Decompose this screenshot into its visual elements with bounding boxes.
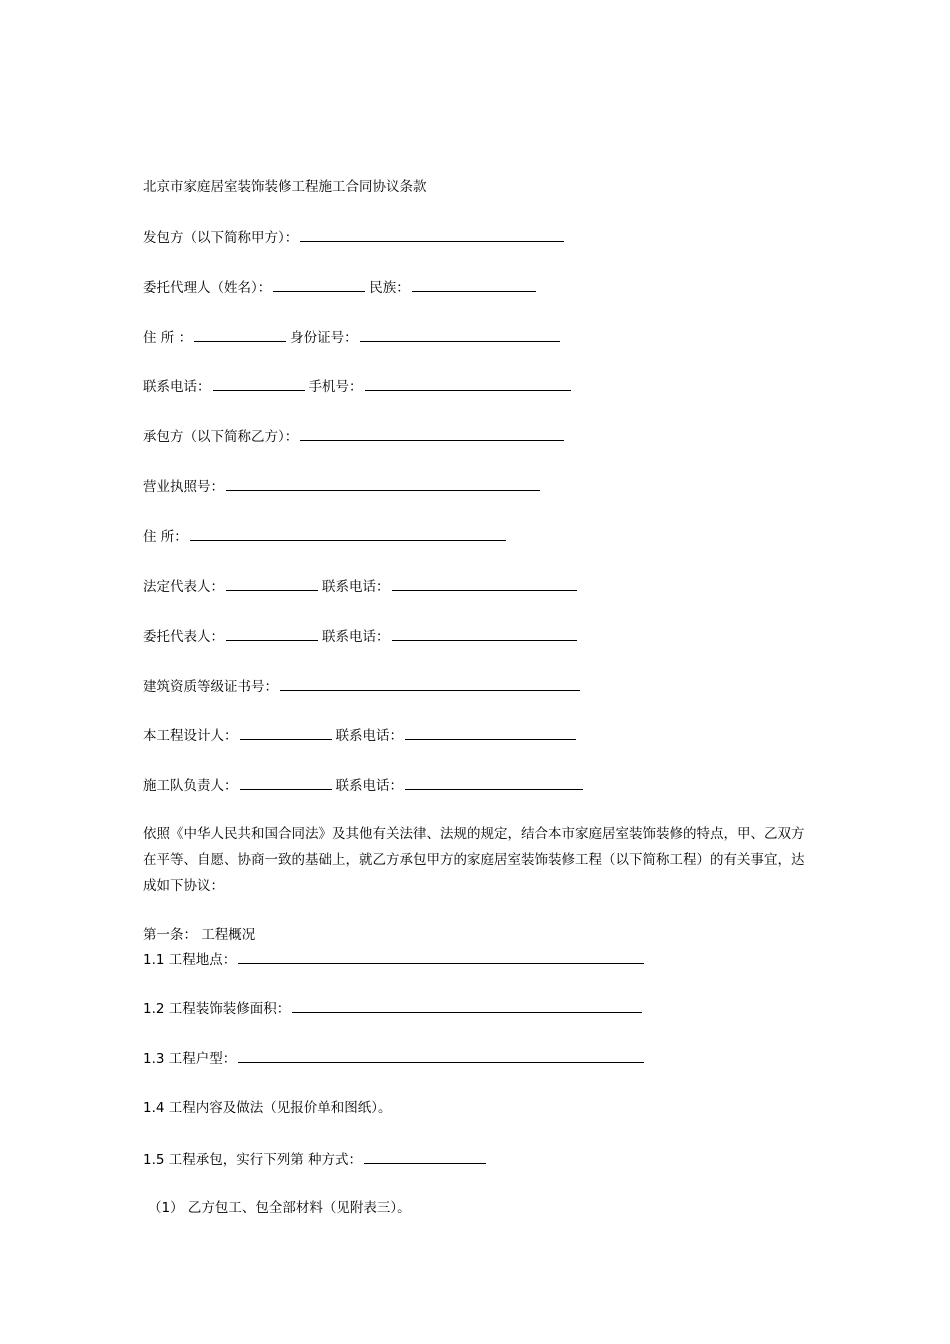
party-a-blank[interactable]: [300, 228, 564, 242]
party-b-label: 承包方（以下简称乙方）：: [143, 429, 299, 445]
article-1-heading: 第一条： 工程概况: [143, 927, 256, 943]
agent-name-blank[interactable]: [273, 278, 365, 292]
item-1-2-line: [143, 999, 646, 1018]
crew-leader-line: [143, 776, 587, 795]
address-id-line: [143, 328, 564, 347]
item-1-3-label: 1.3 工程户型：: [143, 1051, 237, 1067]
qualification-label: 建筑资质等级证书号：: [143, 679, 278, 695]
designer-label: 本工程设计人：: [143, 728, 238, 744]
party-a-line: [143, 228, 568, 247]
item-1-5-blank[interactable]: [364, 1150, 486, 1164]
business-license-label: 营业执照号：: [143, 479, 224, 495]
qualification-blank[interactable]: [280, 677, 580, 691]
mobile-label: 手机号：: [308, 379, 363, 395]
item-1-2-label: 1.2 工程装饰装修面积：: [143, 1001, 291, 1017]
legal-rep-phone-label: 联系电话：: [322, 579, 390, 595]
business-license-blank[interactable]: [226, 477, 540, 491]
item-1-1-line: [143, 950, 648, 969]
party-b-address-line: [143, 527, 510, 546]
item-1-5-label: 1.5 工程承包，实行下列第 种方式：: [143, 1152, 363, 1168]
legal-rep-blank[interactable]: [226, 577, 318, 591]
designer-phone-label: 联系电话：: [335, 728, 403, 744]
party-b-address-blank[interactable]: [190, 527, 506, 541]
party-b-blank[interactable]: [300, 427, 564, 441]
address-blank[interactable]: [194, 328, 286, 342]
option-1-text: （1） 乙方包工、包全部材料（见附表三）。: [148, 1200, 411, 1216]
id-number-label: 身份证号：: [290, 330, 358, 346]
legal-rep-phone-blank[interactable]: [392, 577, 577, 591]
party-b-line: [143, 427, 568, 446]
ethnicity-blank[interactable]: [412, 278, 536, 292]
item-1-4-text: 1.4 工程内容及做法（见报价单和图纸）。: [143, 1100, 392, 1116]
authorized-rep-blank[interactable]: [226, 627, 318, 641]
designer-blank[interactable]: [240, 726, 332, 740]
crew-leader-label: 施工队负责人：: [143, 778, 238, 794]
crew-leader-phone-blank[interactable]: [405, 776, 583, 790]
qualification-line: [143, 677, 584, 696]
phone-line: [143, 377, 575, 396]
item-1-5-line: [143, 1150, 490, 1169]
designer-line: [143, 726, 580, 745]
party-b-address-label: 住 所：: [143, 529, 188, 545]
id-number-blank[interactable]: [360, 328, 560, 342]
agent-name-label: 委托代理人（姓名）：: [143, 280, 272, 296]
document-title: 北京市家庭居室装饰装修工程施工合同协议条款: [143, 179, 427, 195]
item-1-1-label: 1.1 工程地点：: [143, 952, 237, 968]
legal-rep-label: 法定代表人：: [143, 579, 224, 595]
item-1-2-blank[interactable]: [292, 999, 642, 1013]
phone-label: 联系电话：: [143, 379, 211, 395]
item-1-3-blank[interactable]: [238, 1049, 644, 1063]
designer-phone-blank[interactable]: [405, 726, 576, 740]
party-a-label: 发包方（以下简称甲方）：: [143, 230, 299, 246]
intro-paragraph: 依照《中华人民共和国合同法》及其他有关法律、法规的规定，结合本市家庭居室装饰装修的特点，甲、乙双方在平等、自愿、协商一致的基础上，就乙方承包甲方的家庭居室装饰装修工程（以下简称工程）的有关事宜，达成如下协议：: [143, 826, 805, 894]
crew-leader-phone-label: 联系电话：: [335, 778, 403, 794]
address-label: 住 所 ：: [143, 330, 193, 346]
item-1-1-blank[interactable]: [238, 950, 644, 964]
crew-leader-blank[interactable]: [240, 776, 332, 790]
business-license-line: [143, 477, 544, 496]
phone-blank[interactable]: [213, 377, 305, 391]
mobile-blank[interactable]: [365, 377, 571, 391]
authorized-rep-phone-blank[interactable]: [392, 627, 577, 641]
ethnicity-label: 民族：: [369, 280, 410, 296]
agent-line: [143, 278, 540, 297]
legal-rep-line: [143, 577, 581, 596]
authorized-rep-phone-label: 联系电话：: [322, 629, 390, 645]
authorized-rep-line: [143, 627, 581, 646]
item-1-3-line: [143, 1049, 648, 1068]
authorized-rep-label: 委托代表人：: [143, 629, 224, 645]
